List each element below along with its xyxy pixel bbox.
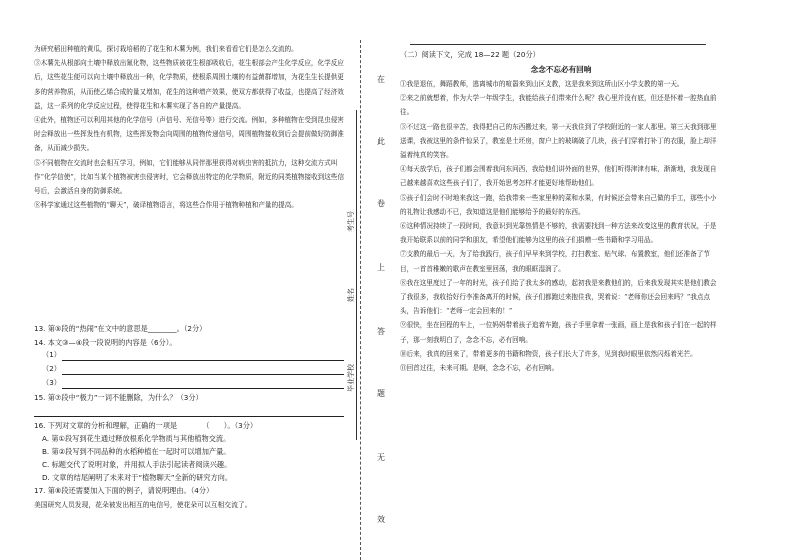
answer-line[interactable]: （1） (34, 349, 350, 363)
article-paragraph: ③不过这一路也很辛苦，我得把自己的东西搬过来，第一天我住到了学校附近的一家人那里。第三天我到那里送课，我被这里的条件惊呆了，教室是土坯房，窗户上的玻璃破了几块，孩子们穿着打补丁的衣服，脸上却洋溢着纯真的笑容。 (400, 122, 717, 160)
article-paragraph: ①我是退伍，舞蹈教师，逃离城市的喧嚣来到山区支教，这是我来到这所山区小学支教的第一天。 (400, 80, 684, 88)
binding-line (356, 110, 357, 440)
label-candidate-number: 考生号 (347, 211, 355, 232)
question-17-text: 美国研究人员发现，花朵被发出相互的电信号，使花朵可以互相交流了。 (34, 500, 252, 509)
label-name: 姓名 (347, 288, 355, 302)
article-paragraph: ⑥这种情况持续了一段时间，我意识到光靠热情是不够的，我需要找到一种方法来改变这里的教育状况，于是我开始联系以前的同学和朋友，希望他们能够为这里的孩子们捐赠一些书籍和学习用品。 (400, 222, 717, 245)
label-school: 毕业学校 (347, 364, 355, 392)
questions-block (34, 322, 350, 512)
binding-char: 卷 (377, 199, 385, 208)
article-paragraph: ⑤孩子们会时不时地来我这一跑，给我带来一些家里种的菜和水果，有时候还会带来自己做的手工，那些小小的礼物让我感动不已，我知道这是他们能够给予的最好的东西。 (400, 193, 717, 216)
answer-line[interactable] (34, 405, 350, 419)
passage-paragraph: ④此外，植物还可以利用其他的化学信号（声信号、光信号等）进行交流。例如，多种植物在受到昆虫侵害时会释放出一些挥发性有机物，这些挥发物会向周围的植物传递信号，周围植物接收到后会提前做好防御准备，从而减少损失。 (34, 116, 344, 153)
binding-char: 在 (377, 75, 385, 84)
article-paragraph: ④每天放学后，孩子们都会围着我问东问西，我给他们讲外面的世界，他们听得津津有味，渐渐地，我发现自己越来越喜欢这些孩子们了，我开始思考怎样才能更好地帮助他们。 (400, 165, 717, 188)
article-title: 念念不忘必有回响 (530, 65, 592, 74)
passage-paragraph: ⑧科学家通过这些植物的“聊天”，破译植物语言，将这些合作用于植物种植和产量的提高。 (34, 201, 298, 210)
question-16: 16. 下列对文章的分析和理解，正确的一项是 （ ）。（3分） (34, 420, 258, 430)
article-paragraph: ⑧我在这里度过了一年的时光，孩子们给了我太多的感动，起初我是来教他们的，后来我发现其实是他们教会了我很多，我收拾好行李准备离开的时候，孩子们都跑过来抱住我，哭着说：“老师你还会回来吗？”我点点头，告诉他们：“老师一定会回来的！” (400, 278, 717, 316)
option-c[interactable]: C. 标题交代了说明对象，并用拟人手法引起读者阅读兴趣。 (42, 460, 232, 469)
left-column (34, 42, 350, 212)
binding-char: 答 (377, 327, 385, 336)
option-a[interactable]: A. 第①段写到花生通过释放根系化学物质与其他植物交流。 (42, 434, 231, 443)
binding-char: 此 (377, 137, 385, 146)
binding-char: 无 (377, 453, 385, 462)
answer-line[interactable]: （2） (34, 363, 350, 377)
question-17: 17. 第⑧段还需要加入下面的例子，请说明理由。（4分） (34, 486, 214, 495)
article-paragraph: ⑨很快，坐在回程的车上，一位妈妈带着孩子追着车跑，孩子手里拿着一张画，画上是我和孩子们在一起的样子，那一刻我明白了，念念不忘，必有回响。 (400, 321, 717, 344)
binding-dashed-line (360, 40, 361, 560)
question-14: 14. 本文③—④段一段说明的内容是（6分）。 (34, 337, 177, 347)
article-paragraph: ②来之前就想着，作为大学一年级学生，我能给孩子们带来什么呢？我心里并没有底，但还是怀着一腔热血前往。 (400, 94, 717, 117)
passage-paragraph: ⑤不同植物在交流时也会相互学习，例如，它们能够从同伴那里获得对病虫害的抵抗力，这种交流方式叫作“化学信使”，比如当某个植物被害虫侵害时，它会释放出特定的化学物质，附近的同类植物接收到这些信号后，会激活自身的防御系统。 (34, 158, 345, 196)
passage-paragraph: 为研究稻田种植的黄瓜，探讨栽培稻的了花生和木薯为例，我们来看看它们是怎么交流的。 (34, 45, 298, 53)
answer-line[interactable]: （3） (34, 377, 350, 391)
article-paragraph: ⑩后来，我真的回来了，带着更多的书籍和物资，孩子们长大了许多，见到我时眼里依然闪烁着光芒。 (400, 349, 697, 358)
section-heading: （二）阅读下文，完成 18—22 题（20分） (400, 50, 540, 59)
question-13: 13. 第⑤段的“热闹”在文中的意思是________。（2分） (34, 324, 207, 333)
passage-paragraph: ③木薯先从根部向土壤中释放出氰化物，这些物质被花生根部吸收后，花生根部会产生化学反应，化学反应后，这些花生便可以向土壤中释放出一种，化学物质，使根系周围土壤的有益菌群增加，为花生生长提供更多的营养物质，从而使乙烯合成的量又增加，花生的这种增产效果，使双方都获得了收益，也提高了经济效益，这一系列的化学反应过程，使得花生和木薯实现了各自的产量提高。 (34, 59, 344, 110)
option-d[interactable]: D. 文章的结尾阐明了未来对于“植物聊天”全新的研究方向。 (42, 473, 233, 482)
header-rule (410, 44, 706, 45)
article-paragraph: ⑪回首过往，未来可期。是啊，念念不忘，必有回响。 (400, 364, 559, 373)
binding-char: 题 (377, 389, 385, 398)
right-column (400, 48, 722, 375)
question-15: 15. 第⑦段中“极力”一词不能删除，为什么？（3分） (34, 393, 203, 402)
binding-char: 上 (377, 263, 385, 272)
article-paragraph: ⑦支教的最后一天，为了给我践行，孩子们早早来到学校，打扫教室、贴气球、布置教室，他们还准备了节目，一首首稚嫩的歌声在教室里回荡，我的眼眶湿润了。 (400, 250, 710, 273)
binding-char: 效 (377, 515, 385, 524)
option-b[interactable]: B. 第②段写到不同品种的水稻种植在一起时可以增加产量。 (42, 447, 231, 456)
